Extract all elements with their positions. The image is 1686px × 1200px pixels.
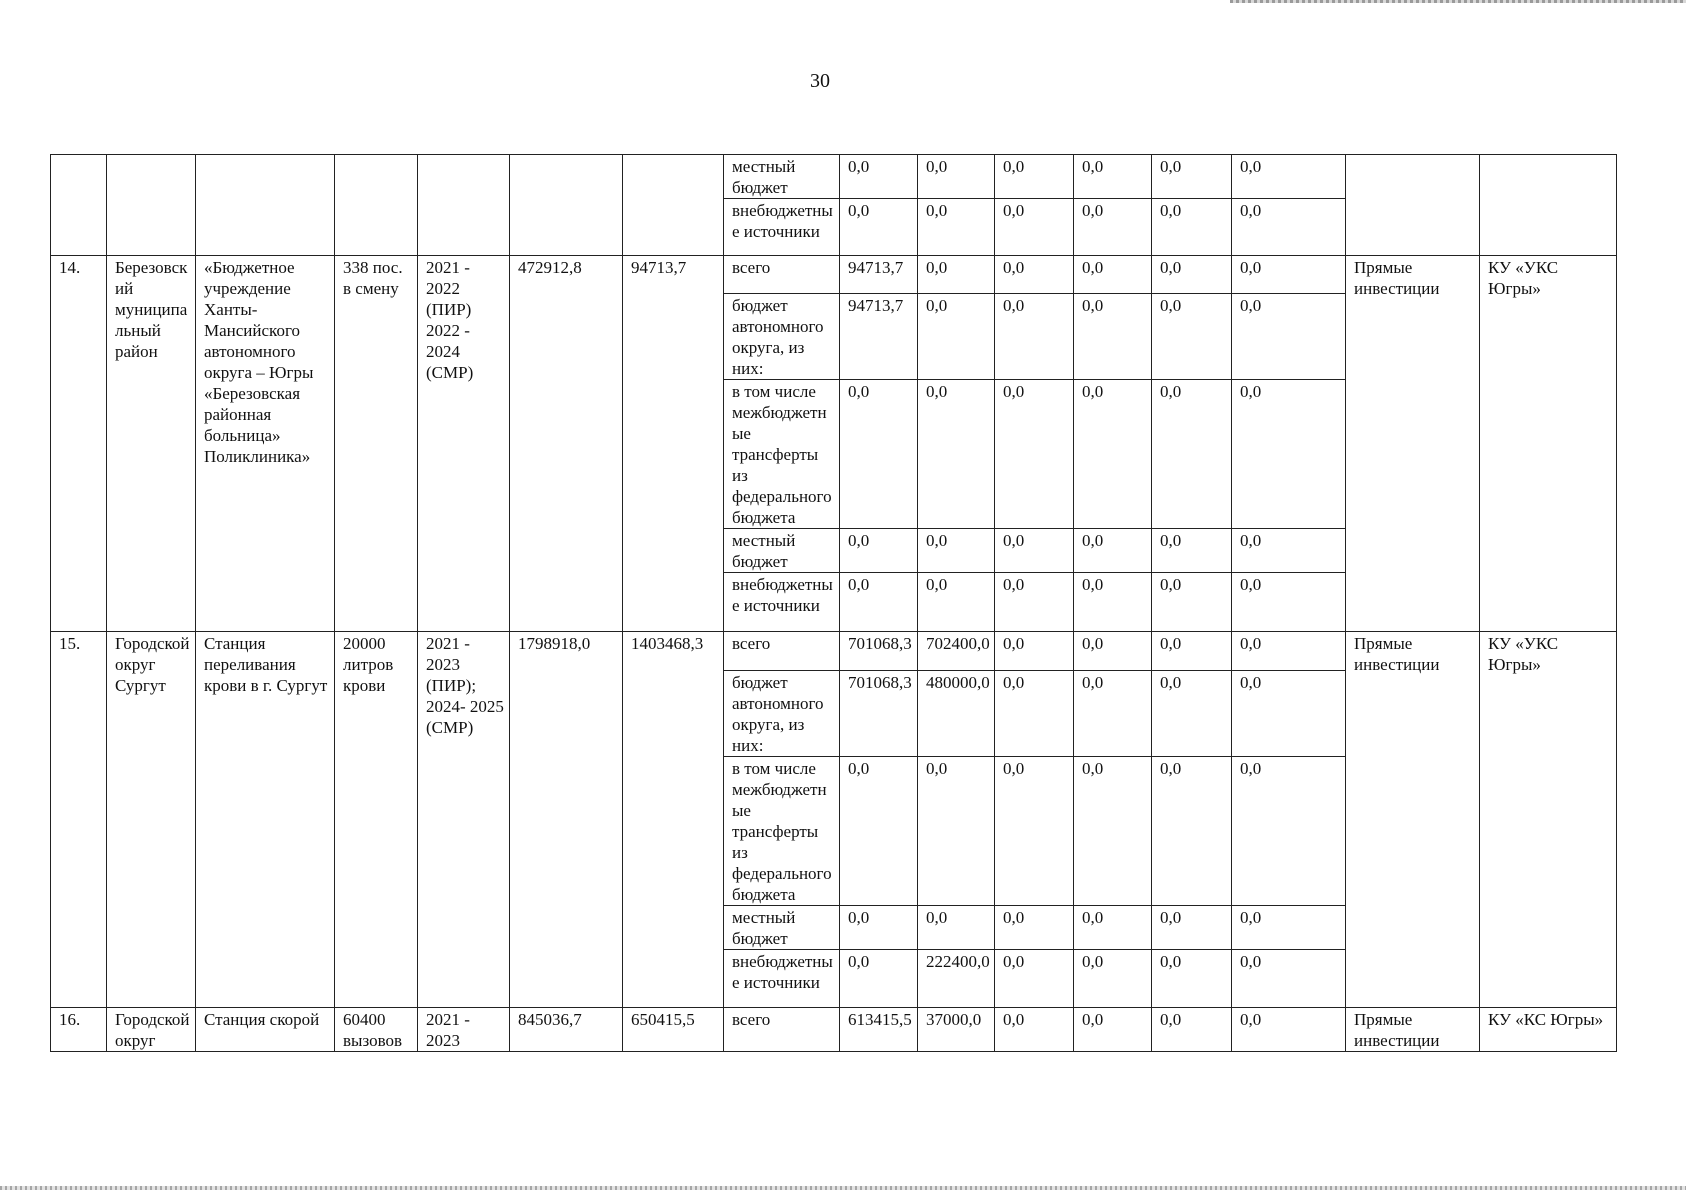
table-row	[51, 155, 1617, 199]
amount-cell: 0,0	[1152, 757, 1232, 906]
period-cell: 2021 - 2022 (ПИР) 2022 - 2024 (СМР)	[418, 256, 510, 632]
amount-cell: 0,0	[1152, 906, 1232, 950]
amount-cell: 37000,0	[918, 1008, 995, 1052]
amount-cell: 0,0	[995, 380, 1074, 529]
empty-cell	[196, 155, 335, 256]
empty-cell	[510, 155, 623, 256]
capacity-cell: 60400 вызовов	[335, 1008, 418, 1052]
period-cell: 2021 - 2023	[418, 1008, 510, 1052]
amount-cell: 0,0	[918, 155, 995, 199]
object-name-cell: «Бюджетное учреждение Ханты-Мансийского автономного округа – Югры «Березовская районная больница» Поликлиника»	[196, 256, 335, 632]
object-number: 14.	[51, 256, 107, 632]
investment-form-cell: Прямые инвестиции	[1346, 1008, 1480, 1052]
amount-cell: 0,0	[995, 294, 1074, 380]
amount-cell: 0,0	[1232, 632, 1346, 671]
amount-cell: 0,0	[1232, 256, 1346, 294]
amount-cell: 94713,7	[840, 256, 918, 294]
amount-cell: 480000,0	[918, 671, 995, 757]
amount-cell: 0,0	[1152, 573, 1232, 632]
amount-cell: 0,0	[1152, 950, 1232, 1008]
amount-cell: 0,0	[1074, 155, 1152, 199]
amount-cell: 0,0	[1074, 906, 1152, 950]
amount-cell: 0,0	[1232, 1008, 1346, 1052]
municipality-cell: Березовский муниципальный район	[107, 256, 196, 632]
empty-cell	[623, 155, 724, 256]
empty-cell	[418, 155, 510, 256]
object-name-cell: Станция переливания крови в г. Сургут	[196, 632, 335, 1008]
amount-cell: 702400,0	[918, 632, 995, 671]
amount-cell: 0,0	[1232, 529, 1346, 573]
amount-cell: 0,0	[1074, 632, 1152, 671]
amount-cell: 0,0	[1232, 155, 1346, 199]
amount-cell: 613415,5	[840, 1008, 918, 1052]
customer-cell: КУ «УКС Югры»	[1480, 256, 1617, 632]
fund-source-label: в том числе межбюджетные трансферты из федерального бюджета	[724, 757, 840, 906]
amount-cell: 0,0	[918, 256, 995, 294]
amount-cell: 0,0	[1232, 294, 1346, 380]
fund-source-label: местный бюджет	[724, 529, 840, 573]
amount-cell: 0,0	[995, 256, 1074, 294]
amount-cell: 701068,3	[840, 671, 918, 757]
estimated-cost-cell: 472912,8	[510, 256, 623, 632]
amount-cell: 0,0	[995, 155, 1074, 199]
amount-cell: 0,0	[1074, 199, 1152, 256]
amount-cell: 0,0	[1232, 671, 1346, 757]
fund-source-label: всего	[724, 256, 840, 294]
scan-edge-top	[1230, 0, 1686, 3]
fund-source-label: местный бюджет	[724, 906, 840, 950]
investment-table	[50, 154, 1617, 1052]
fund-source-label: внебюджетные источники	[724, 950, 840, 1008]
amount-cell: 94713,7	[840, 294, 918, 380]
amount-cell: 0,0	[1074, 757, 1152, 906]
fund-source-label: всего	[724, 1008, 840, 1052]
amount-cell: 0,0	[1074, 380, 1152, 529]
amount-cell: 0,0	[840, 573, 918, 632]
fund-source-label: внебюджетные источники	[724, 573, 840, 632]
amount-cell: 0,0	[840, 906, 918, 950]
amount-cell: 0,0	[1152, 529, 1232, 573]
capacity-cell: 338 пос. в смену	[335, 256, 418, 632]
amount-cell: 0,0	[1152, 671, 1232, 757]
fund-source-label: в том числе межбюджетные трансферты из федерального бюджета	[724, 380, 840, 529]
table-row	[51, 256, 1617, 294]
estimated-cost-cell: 1798918,0	[510, 632, 623, 1008]
investment-form-cell: Прямые инвестиции	[1346, 632, 1480, 1008]
amount-cell: 0,0	[1152, 1008, 1232, 1052]
amount-cell: 0,0	[918, 529, 995, 573]
amount-cell: 0,0	[1232, 950, 1346, 1008]
amount-cell: 0,0	[1232, 757, 1346, 906]
amount-cell: 0,0	[995, 573, 1074, 632]
object-name-cell: Станция скорой	[196, 1008, 335, 1052]
amount-cell: 0,0	[1152, 294, 1232, 380]
object-number: 16.	[51, 1008, 107, 1052]
amount-cell: 0,0	[1074, 294, 1152, 380]
amount-cell: 0,0	[1152, 155, 1232, 199]
fund-source-label: бюджет автономного округа, из них:	[724, 294, 840, 380]
scan-edge-bottom	[0, 1186, 1686, 1190]
amount-cell: 0,0	[1232, 906, 1346, 950]
period-cell: 2021 - 2023 (ПИР); 2024- 2025 (СМР)	[418, 632, 510, 1008]
customer-cell: КУ «КС Югры»	[1480, 1008, 1617, 1052]
customer-cell: КУ «УКС Югры»	[1480, 632, 1617, 1008]
empty-cell	[1480, 155, 1617, 256]
amount-cell: 0,0	[995, 906, 1074, 950]
investment-form-cell: Прямые инвестиции	[1346, 256, 1480, 632]
empty-cell	[335, 155, 418, 256]
municipality-cell: Городской округ	[107, 1008, 196, 1052]
empty-cell	[1346, 155, 1480, 256]
amount-cell: 0,0	[918, 294, 995, 380]
amount-cell: 0,0	[918, 906, 995, 950]
fund-source-label: местный бюджет	[724, 155, 840, 199]
amount-cell: 0,0	[840, 757, 918, 906]
table-body	[51, 155, 1617, 1052]
amount-cell: 0,0	[1074, 529, 1152, 573]
amount-cell: 0,0	[918, 380, 995, 529]
empty-cell	[107, 155, 196, 256]
capacity-cell: 20000 литров крови	[335, 632, 418, 1008]
amount-cell: 0,0	[918, 573, 995, 632]
amount-cell: 0,0	[1074, 573, 1152, 632]
amount-cell: 0,0	[918, 757, 995, 906]
amount-cell: 0,0	[995, 1008, 1074, 1052]
amount-cell: 0,0	[995, 757, 1074, 906]
amount-cell: 0,0	[995, 529, 1074, 573]
amount-cell: 0,0	[1074, 1008, 1152, 1052]
amount-cell: 0,0	[918, 199, 995, 256]
remaining-cost-cell: 650415,5	[623, 1008, 724, 1052]
amount-cell: 0,0	[1232, 573, 1346, 632]
amount-cell: 0,0	[840, 199, 918, 256]
empty-cell	[51, 155, 107, 256]
amount-cell: 0,0	[995, 632, 1074, 671]
amount-cell: 0,0	[995, 950, 1074, 1008]
amount-cell: 0,0	[840, 155, 918, 199]
amount-cell: 222400,0	[918, 950, 995, 1008]
amount-cell: 0,0	[1074, 671, 1152, 757]
table-row	[51, 632, 1617, 671]
estimated-cost-cell: 845036,7	[510, 1008, 623, 1052]
amount-cell: 0,0	[840, 529, 918, 573]
amount-cell: 0,0	[995, 671, 1074, 757]
fund-source-label: внебюджетные источники	[724, 199, 840, 256]
amount-cell: 0,0	[1152, 199, 1232, 256]
remaining-cost-cell: 94713,7	[623, 256, 724, 632]
amount-cell: 0,0	[1232, 380, 1346, 529]
table-row	[51, 1008, 1617, 1052]
object-number: 15.	[51, 632, 107, 1008]
amount-cell: 0,0	[1152, 380, 1232, 529]
municipality-cell: Городской округ Сургут	[107, 632, 196, 1008]
amount-cell: 0,0	[1152, 256, 1232, 294]
amount-cell: 701068,3	[840, 632, 918, 671]
fund-source-label: бюджет автономного округа, из них:	[724, 671, 840, 757]
amount-cell: 0,0	[1232, 199, 1346, 256]
amount-cell: 0,0	[1074, 256, 1152, 294]
remaining-cost-cell: 1403468,3	[623, 632, 724, 1008]
amount-cell: 0,0	[1152, 632, 1232, 671]
amount-cell: 0,0	[1074, 950, 1152, 1008]
amount-cell: 0,0	[995, 199, 1074, 256]
page-number: 30	[810, 70, 830, 92]
amount-cell: 0,0	[840, 380, 918, 529]
fund-source-label: всего	[724, 632, 840, 671]
amount-cell: 0,0	[840, 950, 918, 1008]
